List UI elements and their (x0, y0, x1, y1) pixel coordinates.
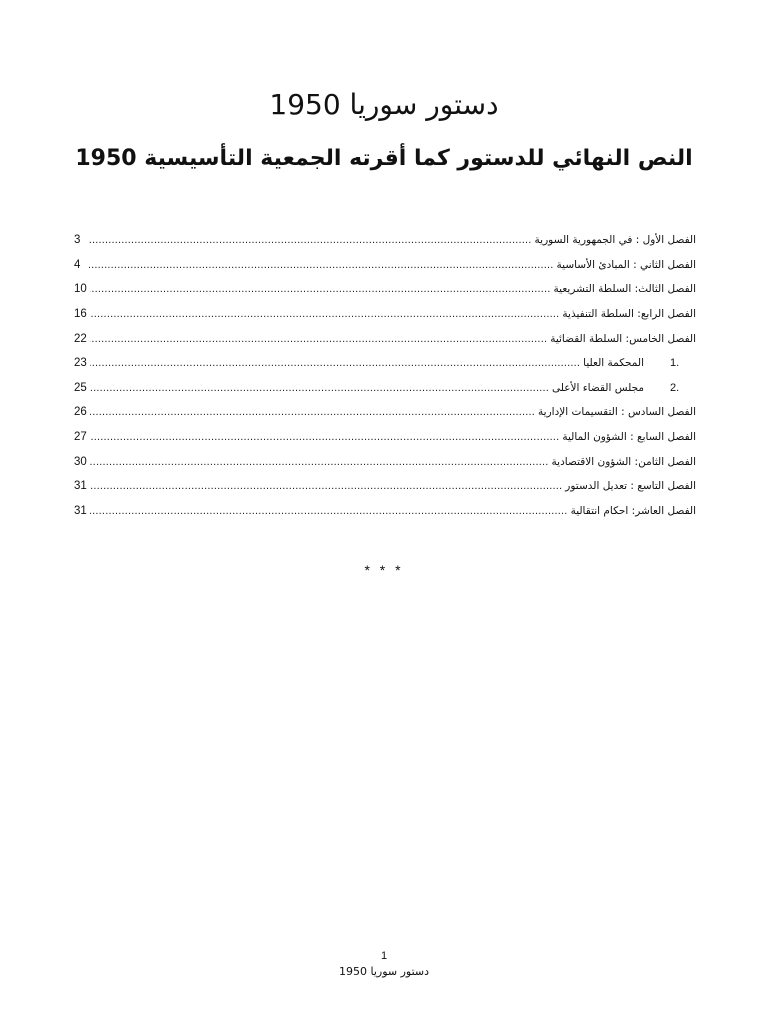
toc-entry[interactable] (74, 425, 696, 450)
toc-entry-title: الفصل الرابع: السلطة التنفيذية (562, 308, 696, 321)
toc-entry-title: الفصل العاشر: احكام انتقالية (570, 504, 696, 517)
toc-entry-title: مجلس القضاء الأعلى (551, 381, 644, 394)
toc-entry-title: المحكمة العليا (583, 357, 644, 370)
toc-leader-dots (90, 381, 549, 395)
toc-entry[interactable] (74, 253, 696, 278)
table-of-contents (74, 228, 696, 523)
toc-leader-dots (90, 479, 562, 493)
toc-entry[interactable] (74, 277, 696, 302)
footer-page-number: 1 (380, 950, 388, 962)
toc-entry[interactable] (74, 499, 696, 524)
footer-running-title: دستور سوريا 1950 (338, 965, 430, 978)
toc-entry-title: الفصل الثاني : المبادئ الأساسية (556, 258, 696, 271)
toc-subentry[interactable] (74, 351, 696, 376)
toc-page-number: 3 (74, 234, 81, 247)
toc-page-number: 31 (74, 504, 87, 517)
toc-entry-title: الفصل الخامس: السلطة القضائية (550, 332, 696, 345)
document-title: دستور سوريا 1950 (269, 88, 499, 121)
toc-entry-title: الفصل السادس : التقسيمات الإدارية (538, 406, 696, 419)
toc-page-number: 23 (74, 357, 87, 370)
toc-leader-dots (90, 282, 551, 296)
toc-entry-title: الفصل التاسع : تعديل الدستور (565, 480, 696, 493)
toc-page-number: 31 (74, 480, 87, 493)
toc-entry[interactable] (74, 302, 696, 327)
toc-leader-dots (90, 405, 535, 419)
toc-page-number: 16 (74, 308, 87, 321)
toc-leader-dots (89, 258, 554, 272)
toc-entry[interactable] (74, 474, 696, 499)
toc-entry-title: الفصل السابع : الشؤون المالية (562, 431, 696, 444)
toc-entry-number: 2. (670, 381, 680, 394)
toc-page-number: 26 (74, 406, 87, 419)
toc-leader-dots (89, 233, 532, 247)
toc-page-number: 4 (74, 258, 81, 271)
toc-leader-dots (90, 430, 560, 444)
toc-page-number: 25 (74, 381, 87, 394)
toc-page-number: 22 (74, 332, 87, 345)
toc-entry-title: الفصل الأول : في الجمهورية السورية (534, 234, 696, 247)
toc-leader-dots (90, 307, 560, 321)
toc-entry-number: 1. (670, 357, 680, 370)
document-subtitle: النص النهائي للدستور كما أقرته الجمعية التأسيسية 1950 (75, 146, 693, 171)
toc-subentry[interactable] (74, 376, 696, 401)
toc-entry-title: الفصل الثالث: السلطة التشريعية (553, 283, 696, 296)
toc-leader-dots (90, 504, 568, 518)
toc-entry[interactable] (74, 449, 696, 474)
toc-leader-dots (90, 455, 549, 469)
toc-page-number: 30 (74, 455, 87, 468)
toc-leader-dots (90, 332, 547, 346)
toc-entry[interactable] (74, 400, 696, 425)
toc-page-number: 27 (74, 431, 87, 444)
toc-leader-dots (90, 356, 580, 370)
toc-entry-title: الفصل الثامن: الشؤون الاقتصادية (551, 455, 696, 468)
toc-entry[interactable] (74, 326, 696, 351)
toc-page-number: 10 (74, 283, 87, 296)
toc-entry[interactable] (74, 228, 696, 253)
section-separator: * * * (364, 562, 404, 578)
